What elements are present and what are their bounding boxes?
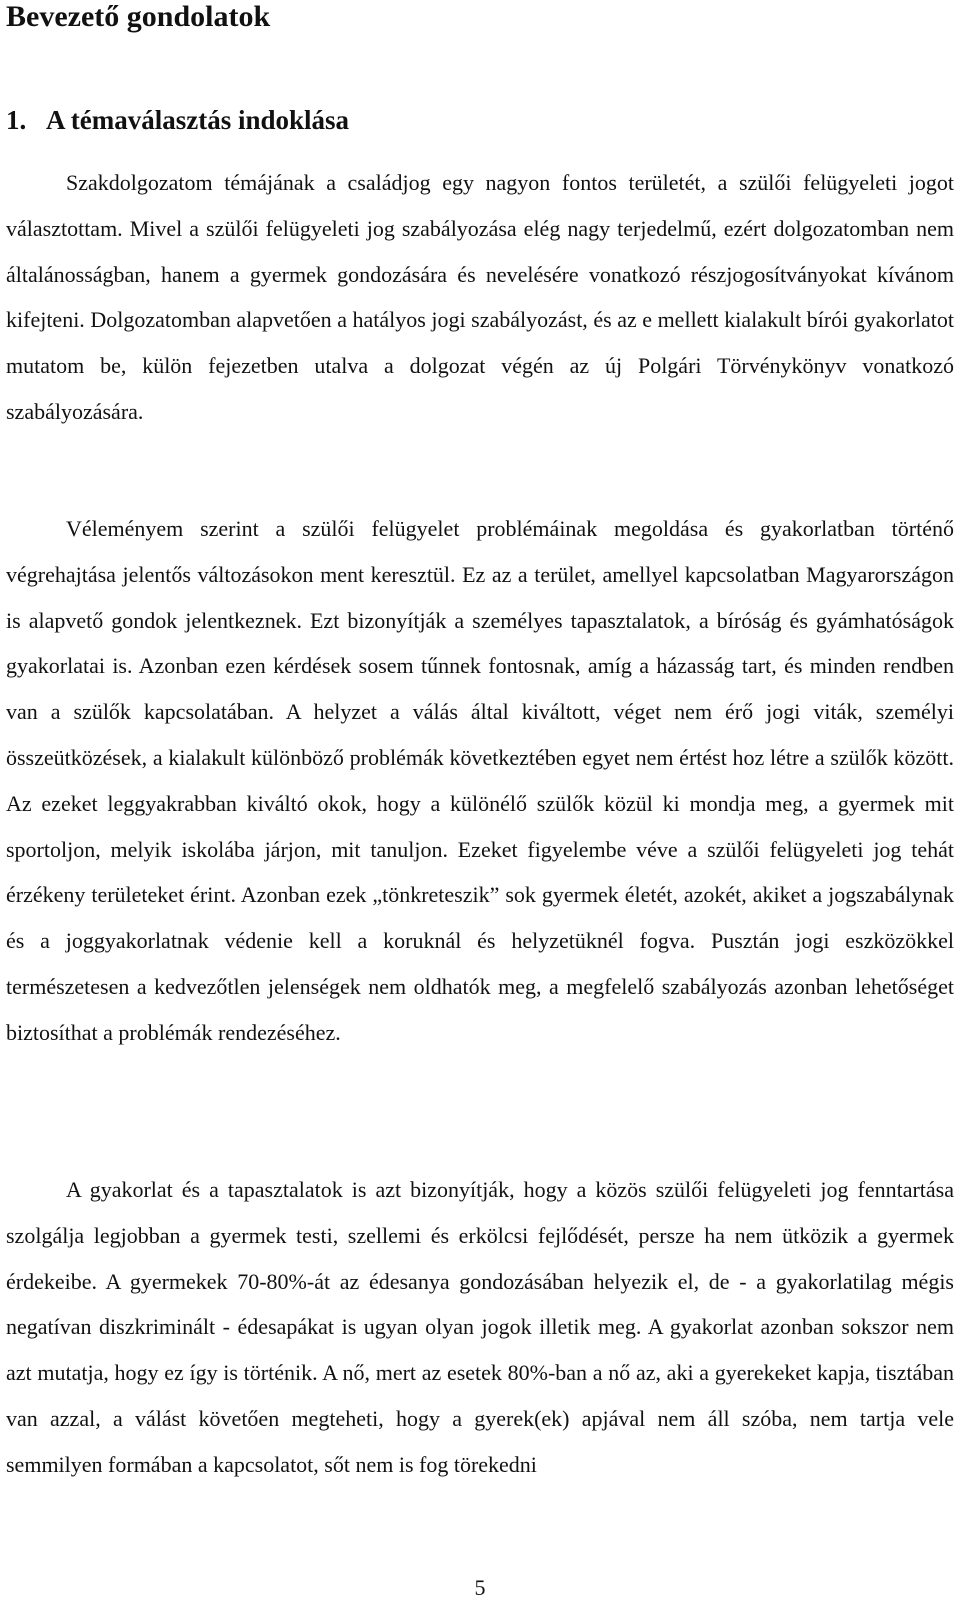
page-title: Bevezető gondolatok [6,0,271,33]
section-number: 1. [6,105,27,135]
section-heading [6,103,349,137]
page-number: 5 [474,1575,486,1600]
paragraph-practice: A gyakorlat és a tapasztalatok is azt bizonyítják, hogy a közös szülői felügyeleti jog fenntartása szolgálja legjobban a gyermek testi, szellemi és erkölcsi fejlődését, persze ha nem ütközik a gyermek érdekeibe. A gyermekek 70-80%-át az édesanya gondozásában helyezik el, de - a gyakorlatilag mégis negatívan diszkriminált - édesapákat is ugyan olyan jogok illetik meg. A gyakorlat azonban sokszor nem azt mutatja, hogy ez így is történik. A nő, mert az esetek 80%-ban a nő az, aki a gyerekeket kapja, tisztában van azzal, a válást követően megteheti, hogy a gyerek(ek) apjával nem áll szóba, nem tartja vele semmilyen formában a kapcsolatot, sőt nem is fog törekedni [6,1177,954,1477]
paragraph-opinion: Véleményem szerint a szülői felügyelet problémáinak megoldása és gyakorlatban történő végrehajtása jelentős változásokon ment keresztül. Ez az a terület, amellyel kapcsolatban Magyarországon is alapvető gondok jelentkeznek. Ezt bizonyítják a személyes tapasztalatok, a bíróság és gyámhatóságok gyakorlatai is. Azonban ezen kérdések sosem tűnnek fontosnak, amíg a házasság tart, és minden rendben van a szülők kapcsolatában. A helyzet a válás által kiváltott, véget nem érő jogi viták, személyi összeütközések, a kialakult különböző problémák következtében egyet nem értést hoz létre a szülők között. Az ezeket leggyakrabban kiváltó okok, hogy a különélő szülők közül ki mondja meg, a gyermek mit sportoljon, melyik iskolába járjon, mit tanuljon. Ezeket figyelembe véve a szülői felügyeleti jog tehát érzékeny területeket érint. Azonban ezek „tönkreteszik” sok gyermek életét, azokét, akiket a jogszabálynak és a joggyakorlatnak védenie kell a koruknál és helyzetüknél fogva. Pusztán jogi eszközökkel természetesen a kedvezőtlen jelenségek nem oldhatók meg, a megfelelő szabályozás azonban lehetőséget biztosíthat a problémák rendezéséhez. [6,516,954,1045]
section-heading-text: A témaválasztás indoklása [46,105,350,135]
paragraph-topic-choice: Szakdolgozatom témájának a családjog egy nagyon fontos területét, a szülői felügyeleti jogot választottam. Mivel a szülői felügyeleti jog szabályozása elég nagy terjedelmű, ezért dolgozatomban nem általánosságban, hanem a gyermek gondozására és nevelésére vonatkozó részjogosítványokat kívánom kifejteni. Dolgozatomban alapvetően a hatályos jogi szabályozást, és az e mellett kialakult bírói gyakorlatot mutatom be, külön fejezetben utalva a dolgozat végén az új Polgári Törvénykönyv vonatkozó szabályozására. [6,170,954,424]
